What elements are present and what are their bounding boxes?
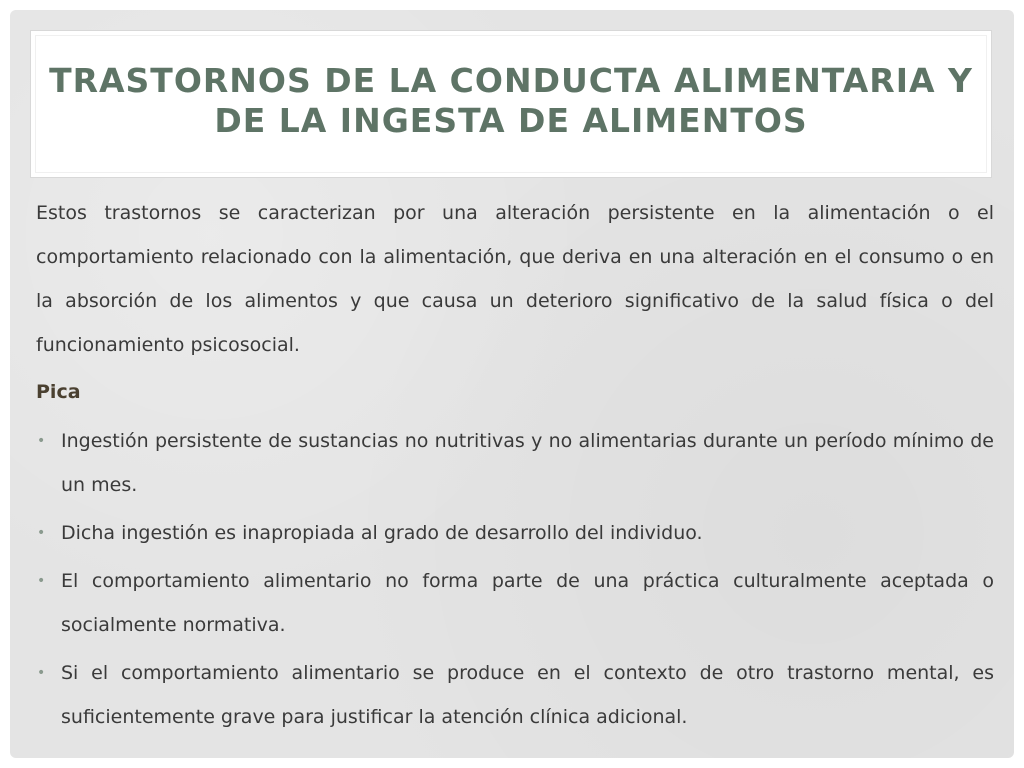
slide-content [36, 191, 994, 743]
bullet-text: El comportamiento alimentario no forma parte de una práctica culturalmente aceptada o socialmente normativa. [61, 570, 994, 636]
intro-paragraph: Estos trastornos se caracterizan por una alteración persistente en la alimentación o el comportamiento relacionado con la alimentación, que deriva en una alteración en el consumo o en la absorción de los alimentos y que causa un deterioro significativo de la salud física o del funcionamiento psicosocial. [36, 202, 994, 356]
bullet-list [36, 419, 994, 739]
bullet-icon: • [37, 573, 46, 589]
slide [10, 10, 1014, 758]
bullet-icon: • [37, 525, 46, 541]
bullet-text: Ingestión persistente de sustancias no nutritivas y no alimentarias durante un período mínimo de un mes. [61, 430, 994, 496]
bullet-text: Si el comportamiento alimentario se produce en el contexto de otro trastorno mental, es suficientemente grave para justificar la atención clínica adicional. [61, 662, 994, 728]
bullet-item [36, 651, 994, 739]
bullet-icon: • [37, 433, 46, 449]
slide-title: TRASTORNOS DE LA CONDUCTA ALIMENTARIA Y DE LA INGESTA DE ALIMENTOS [49, 61, 973, 140]
bullet-item [36, 511, 994, 555]
bullet-text: Dicha ingestión es inapropiada al grado de desarrollo del individuo. [61, 522, 703, 544]
bullet-icon: • [37, 665, 46, 681]
bullet-item [36, 559, 994, 647]
bullet-item [36, 419, 994, 507]
section-heading: Pica [36, 381, 81, 403]
title-box [30, 30, 992, 178]
